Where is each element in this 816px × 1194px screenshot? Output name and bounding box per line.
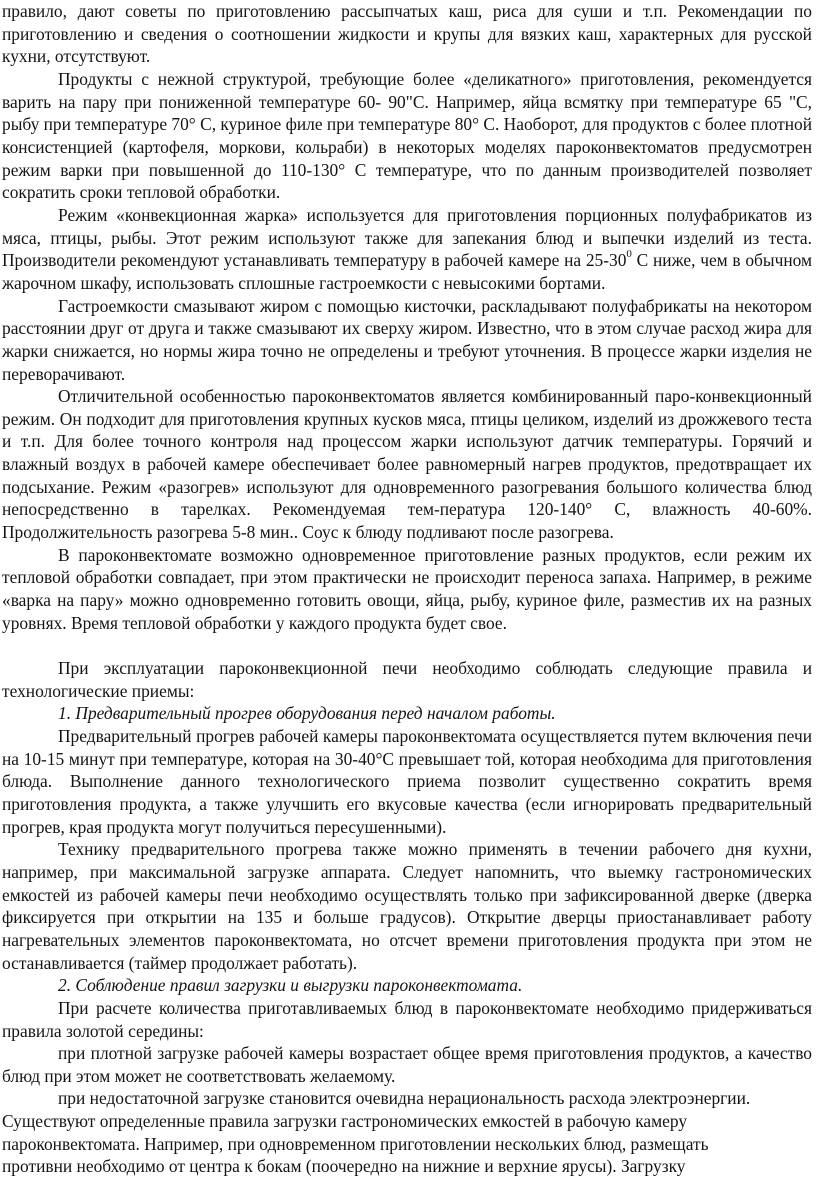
paragraph-simultaneous-cooking: В пароконвектомате возможно одновременное приготовление разных продуктов, если режим их тепловой обработки совпадает, при этом практически не происходит переноса запаха. Например, в режиме «варка на пару» можно одновременно готовить овощи, яйца, рыбу, куриное филе, разместив их на разных уровнях. Время тепловой обработки у каждого продукта будет свое. <box>2 544 812 633</box>
paragraph-continued: правило, дают советы по приготовлению рассыпчатых каш, риса для суши и т.п. Рекомендации по приготовлению и сведения о соотношении жидкости и крупы для вязких каш, характерных для русской кухни, отсутствуют. <box>2 1 812 67</box>
paragraph-insufficient-loading: при недостаточной загрузке становится очевидна нерациональность расхода электроэнергии. <box>58 1088 751 1109</box>
paragraph-greasing: Гастроемкости смазывают жиром с помощью кисточки, раскладывают полуфабрикаты на некотором расстоянии друг от друга и также смазывают их сверху жиром. Известно, что в этом случае расход жира для жарки снижается, но нормы жира точно не определены и требуют уточнения. В процессе жарки изделия не переворачивают. <box>2 295 812 384</box>
document-body <box>2 0 812 1178</box>
paragraph-line: Существуют определенные правила загрузки гастрономических емкостей в рабочую камеру <box>2 1111 688 1132</box>
paragraph-rules-intro: При эксплуатации пароконвекционной печи необходимо соблюдать следующие правила и технологические приемы: <box>2 658 812 701</box>
paragraph-preheat-technique: Технику предварительного прогрева также можно применять в течении рабочего дня кухни, например, при максимальной загрузке аппарата. Следует напомнить, что выемку гастрономических емкостей из рабочей камеры печи необходимо осуществлять только при зафиксированной дверке (дверка фиксируется при открытии на 135 и больше градусов). Открытие дверцы приостанавливает работу нагревательных элементов пароконвектомата, но отсчет времени приготовления продукта при этом не останавливается (таймер продолжает работать). <box>2 839 812 973</box>
paragraph-delicate-products: Продукты с нежной структурой, требующие более «деликатного» приготовления, рекомендуется варить на пару при пониженной температуре 60- 90"С. Например, яйца всмятку при температуре 65 "С, рыбу при температуре 70° С, куриное филе при температуре 80° С. Наоборот, для продуктов с более плотной консистенцией (картофеля, моркови, кольраби) в некоторых моделях пароконвектоматов предусмотрен режим варки при повышенной до 110-130° С температуре, что по данным производителей позволяет сократить сроки тепловой обработки. <box>2 68 813 203</box>
degree-superscript: 0 <box>626 248 632 261</box>
paragraph-combined-mode: Отличительной особенностью пароконвектоматов является комбинированный паро-конвекционный режим. Он подходит для приготовления крупных кусков мяса, птицы целиком, изделий из дрожжевого теста и т.п. Для более точного контроля над процессом жарки используют датчик температуры. Горячий и влажный воздух в рабочей камере обеспечивает более равномерный нагрев продуктов, предотвращает их подсыхание. Режим «разогрев» используют для одновременного разогревания большого количества блюд непосредственно в тарелках. Рекомендуемая тем-пература 120-140° С, влажность 40-60%. Продолжительность разогрева 5-8 мин.. Соус к блюду подливают после разогрева. <box>2 386 812 543</box>
blank-line <box>2 634 812 657</box>
paragraph-loading-rules: При расчете количества приготавливаемых блюд в пароконвектомате необходимо придерживаться правила золотой середины: <box>2 997 812 1041</box>
paragraph-convection-text-2: С ниже, чем в обычном жарочном шкафу, использовать сплошные гастроемкости с невысокими бортами. <box>2 250 812 293</box>
paragraph-dense-loading: при плотной загрузке рабочей камеры возрастает общее время приготовления продуктов, а качество блюд при этом может не соответствовать желаемому. <box>2 1043 812 1086</box>
paragraph-preheat: Предварительный прогрев рабочей камеры пароконвектомата осуществляется путем включения печи на 10-15 минут при температуре, которая на 30-40°С превышает той, которая необходима для приготовления блюда. Выполнение данного технологического приема позволит существенно сократить время приготовления продукта, а также улучшить его вкусовые качества (если игнорировать предварительный прогрев, края продукта могут получиться пересушенными). <box>2 725 812 837</box>
paragraph-convection-frying <box>2 204 812 295</box>
paragraph-convection-text-1: Режим «конвекционная жарка» используется для приготовления порционных полуфабрикатов из мяса, птицы, рыбы. Этот режим используют также для запекания блюд и выпечки изделий из теста. Производители рекомендуют устанавливать температуру в рабочей камере на 25-30 <box>2 204 812 271</box>
paragraph-line: пароконвектомата. Например, при одновременном приготовлении нескольких блюд, размещать <box>2 1133 709 1154</box>
paragraph-line: противни необходимо от центра к бокам (поочередно на нижние и верхние ярусы). Загрузку <box>2 1156 686 1177</box>
section-heading-loading: 2. Соблюдение правил загрузки и выгрузки пароконвектомата. <box>58 975 523 996</box>
section-heading-preheat: 1. Предварительный прогрев оборудования перед началом работы. <box>58 703 556 724</box>
